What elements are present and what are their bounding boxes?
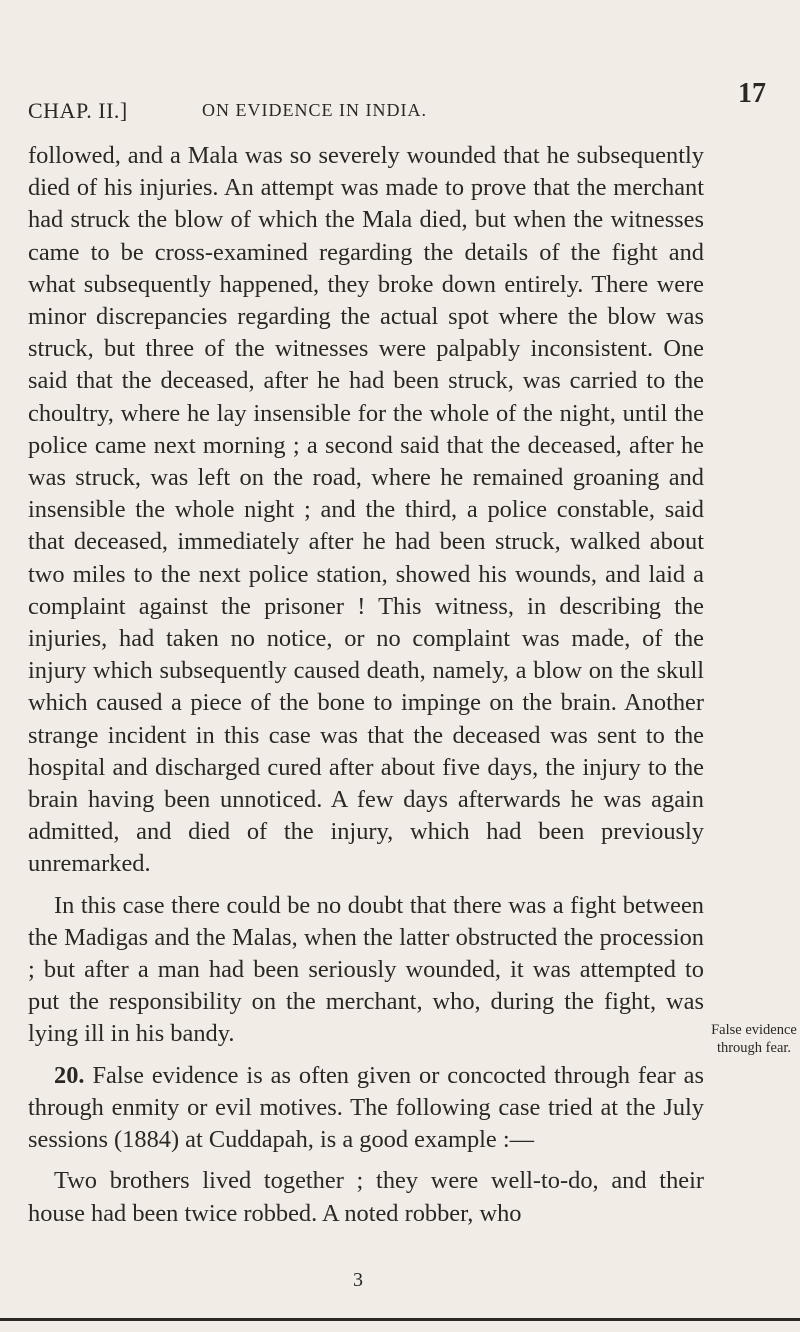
paragraph-case-start: Two brothers lived together ; they were well-to-do, and their house had been twice robbed. A noted robber, who xyxy=(28,1167,704,1227)
section-20-paragraph xyxy=(28,1060,704,1157)
marginal-note: False evidence through fear. xyxy=(711,1022,797,1056)
body-text xyxy=(28,140,704,1230)
bottom-rule xyxy=(0,1318,800,1321)
section-number: 20. xyxy=(54,1061,85,1089)
running-title: ON EVIDENCE IN INDIA. xyxy=(202,100,427,120)
chapter-heading: CHAP. II.] xyxy=(28,98,128,123)
signature-mark: 3 xyxy=(353,1269,363,1291)
section-20-text: False evidence is as often given or concocted through fear as through enmity or evil motives. The following case tried at the July sessions (1884) at Cuddapah, is a good example :— xyxy=(28,1061,704,1154)
paragraph-continuation: followed, and a Mala was so severely wounded that he subsequently died of his injuries. An attempt was made to prove that the merchant had struck the blow of which the Mala died, but when the witnesses came to be cross-examined regarding the details of the fight and what subsequently happened, they broke down entirely. There were minor discrepancies regarding the actual spot where the blow was struck, but three of the witnesses were palpably inconsistent. One said that the deceased, after he had been struck, was carried to the choultry, where he lay insensible for the whole of the night, until the police came next morning ; a second said that the deceased, after he was struck, was left on the road, where he remained groaning and insensible the whole night ; and the third, a police constable, said that deceased, immediately after he had been struck, walked about two miles to the next police station, showed his wounds, and laid a complaint against the prisoner ! This witness, in describing the injuries, had taken no notice, or no complaint was made, of the injury which subsequently caused death, namely, a blow on the skull which caused a piece of the bone to impinge on the brain. Another strange incident in this case was that the deceased was sent to the hospital and discharged cured after about five days, the injury to the brain having been unnoticed. A few days afterwards he was again admitted, and died of the injury, which had been previously unremarked. xyxy=(28,142,704,878)
page-number: 17 xyxy=(738,78,766,109)
paragraph-fight-summary: In this case there could be no doubt that there was a fight between the Madigas and the Malas, when the latter obstructed the procession ; but after a man had been seriously wounded, it was attempted to put the responsibility on the merchant, who, during the fight, was lying ill in his bandy. xyxy=(28,891,704,1048)
